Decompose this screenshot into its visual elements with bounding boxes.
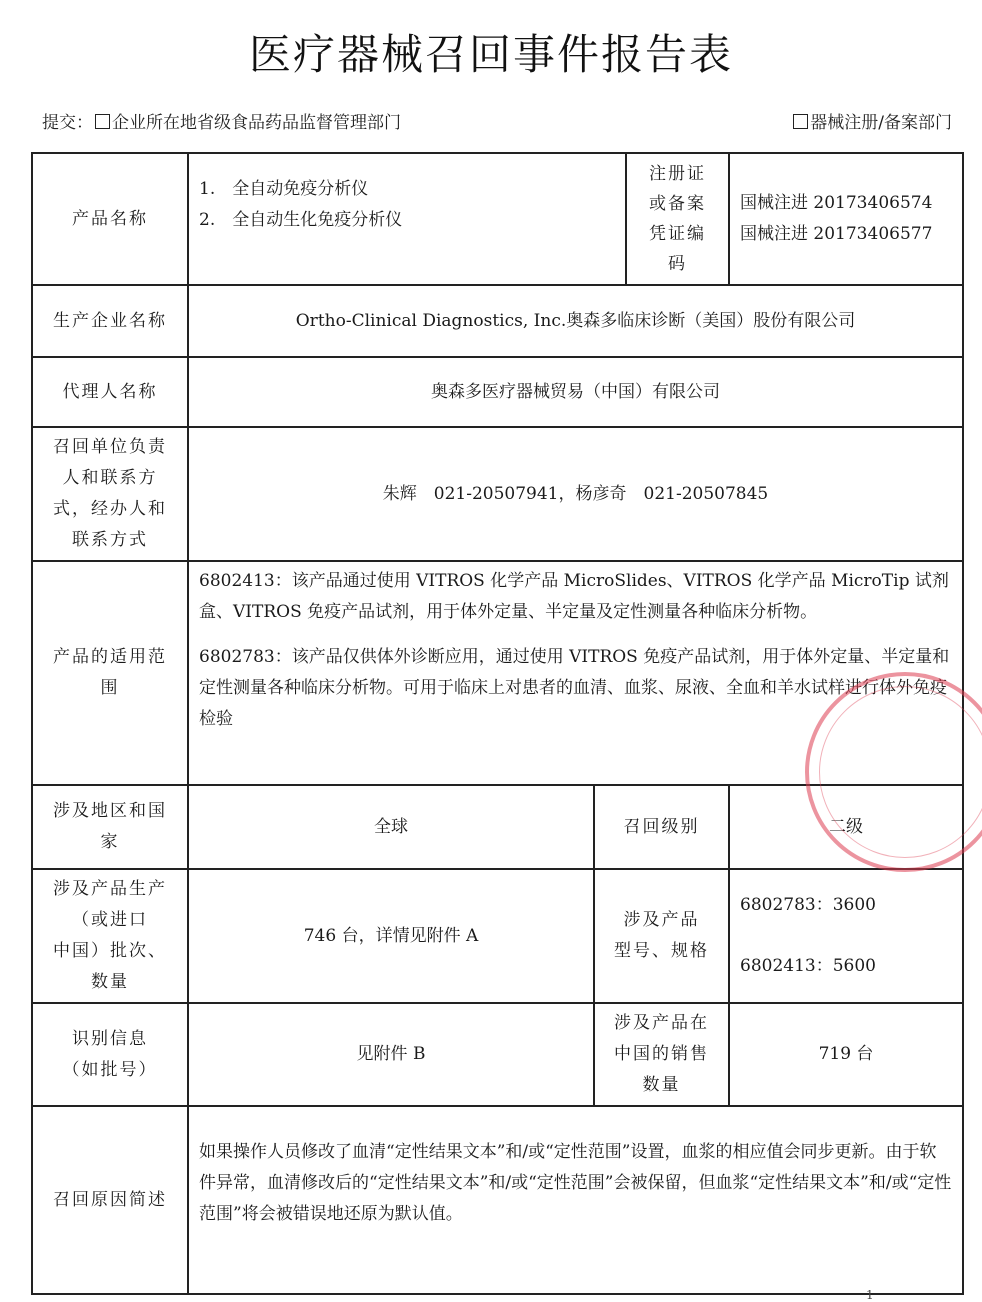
row-product-name — [32, 153, 963, 285]
label-identification — [32, 1003, 188, 1106]
row-batches — [32, 869, 963, 1003]
sales-label-line: 数量 — [642, 1075, 681, 1095]
submit-line — [42, 108, 952, 132]
registration-numbers — [729, 153, 963, 285]
submit-prefix: 提交： — [42, 113, 93, 133]
reg-label-line: 码 — [668, 254, 688, 274]
product-item: 1. 全自动免疫分析仪 — [199, 179, 369, 199]
label-agent: 代理人名称 — [32, 357, 188, 427]
row-agent — [32, 357, 963, 427]
batches-label-line: （或进口 — [72, 910, 148, 930]
row-identification — [32, 1003, 963, 1106]
reason-value: 如果操作人员修改了血清“定性结果文本”和/或“定性范围”设置，血浆的相应值会同步更新。由于软件异常，血清修改后的“定性结果文本”和/或“定性范围”会被保留，但血浆“定性结果文本”和/或“定性范围”将会被错误地还原为默认值。 — [188, 1106, 963, 1294]
ident-label-line: 识别信息 — [72, 1028, 148, 1049]
batches-label-line: 数量 — [91, 972, 129, 992]
label-registration-number — [626, 153, 729, 285]
registration-number: 国械注进 20173406577 — [740, 224, 933, 244]
scope-label-line: 围 — [100, 678, 120, 698]
batches-label-line: 涉及产品生产 — [53, 879, 167, 899]
model-label-line: 涉及产品 — [623, 910, 700, 930]
reg-label-line: 或备案 — [649, 194, 707, 214]
submit-option-provincial: 企业所在地省级食品药品监督管理部门 — [112, 113, 401, 133]
checkbox-provincial[interactable] — [95, 114, 110, 129]
model-value: 6802783：3600 — [740, 895, 876, 915]
region-label-line: 家 — [100, 832, 120, 852]
product-name-list — [188, 153, 626, 285]
recall-level-value: 二级 — [729, 785, 963, 869]
model-label-line: 型号、规格 — [614, 941, 709, 961]
scope-label-line: 产品的适用范 — [53, 647, 167, 667]
contact-label-line: 式，经办人和 — [53, 499, 167, 519]
region-label-line: 涉及地区和国 — [53, 801, 167, 821]
submit-left — [42, 108, 401, 133]
checkbox-registration-dept[interactable] — [793, 114, 808, 129]
scope-paragraph-1: 6802413：该产品通过使用 VITROS 化学产品 MicroSlides、VITROS 化学产品 MicroTip 试剂盒、VITROS 免疫产品试剂，用于体外定量、半定量及定性测量各种临床分析物。 — [199, 571, 949, 622]
submit-option-registration: 器械注册/备案部门 — [810, 113, 952, 133]
page-number: 1 — [866, 1288, 874, 1302]
label-region — [32, 785, 188, 869]
region-value: 全球 — [188, 785, 594, 869]
agent-value: 奥森多医疗器械贸易（中国）有限公司 — [188, 357, 963, 427]
label-manufacturer: 生产企业名称 — [32, 285, 188, 357]
label-china-sales — [594, 1003, 729, 1106]
row-manufacturer — [32, 285, 963, 357]
row-reason — [32, 1106, 963, 1294]
submit-right — [791, 108, 952, 133]
contact-label-line: 人和联系方 — [62, 468, 158, 488]
batches-label-line: 中国）批次、 — [53, 941, 167, 961]
product-item: 2. 全自动生化免疫分析仪 — [199, 210, 403, 230]
registration-number: 国械注进 20173406574 — [740, 193, 933, 213]
label-contact — [32, 427, 188, 561]
label-reason: 召回原因简述 — [32, 1106, 188, 1294]
model-value: 6802413：5600 — [740, 956, 876, 976]
label-recall-level: 召回级别 — [594, 785, 729, 869]
scope-paragraph-2: 6802783：该产品仅供体外诊断应用，通过使用 VITROS 免疫产品试剂，用于体外定量、半定量和定性测量各种临床分析物。可用于临床上对患者的血清、血浆、尿液、全血和羊水试样进行体外免疫检验 — [199, 647, 950, 729]
model-values — [729, 869, 963, 1003]
manufacturer-value: Ortho-Clinical Diagnostics, Inc.奥森多临床诊断（美国）股份有限公司 — [188, 285, 963, 357]
china-sales-value: 719 台 — [729, 1003, 963, 1106]
label-model-spec — [594, 869, 729, 1003]
sales-label-line: 涉及产品在 — [614, 1013, 709, 1033]
ident-label-line: （如批号） — [62, 1059, 158, 1080]
identification-value: 见附件 B — [188, 1003, 594, 1106]
reg-label-line: 注册证 — [649, 164, 707, 184]
reg-label-line: 凭证编 — [649, 224, 707, 244]
contact-label-line: 召回单位负责 — [53, 437, 167, 457]
label-product-name: 产品名称 — [32, 153, 188, 285]
label-batches — [32, 869, 188, 1003]
row-contact — [32, 427, 963, 561]
contact-value: 朱辉 021-20507941，杨彦奇 021-20507845 — [188, 427, 963, 561]
label-scope — [32, 561, 188, 785]
contact-label-line: 联系方式 — [72, 530, 148, 550]
sales-label-line: 中国的销售 — [614, 1044, 709, 1064]
page-title: 医疗器械召回事件报告表 — [248, 30, 733, 79]
batches-value: 746 台，详情见附件 A — [188, 869, 594, 1003]
